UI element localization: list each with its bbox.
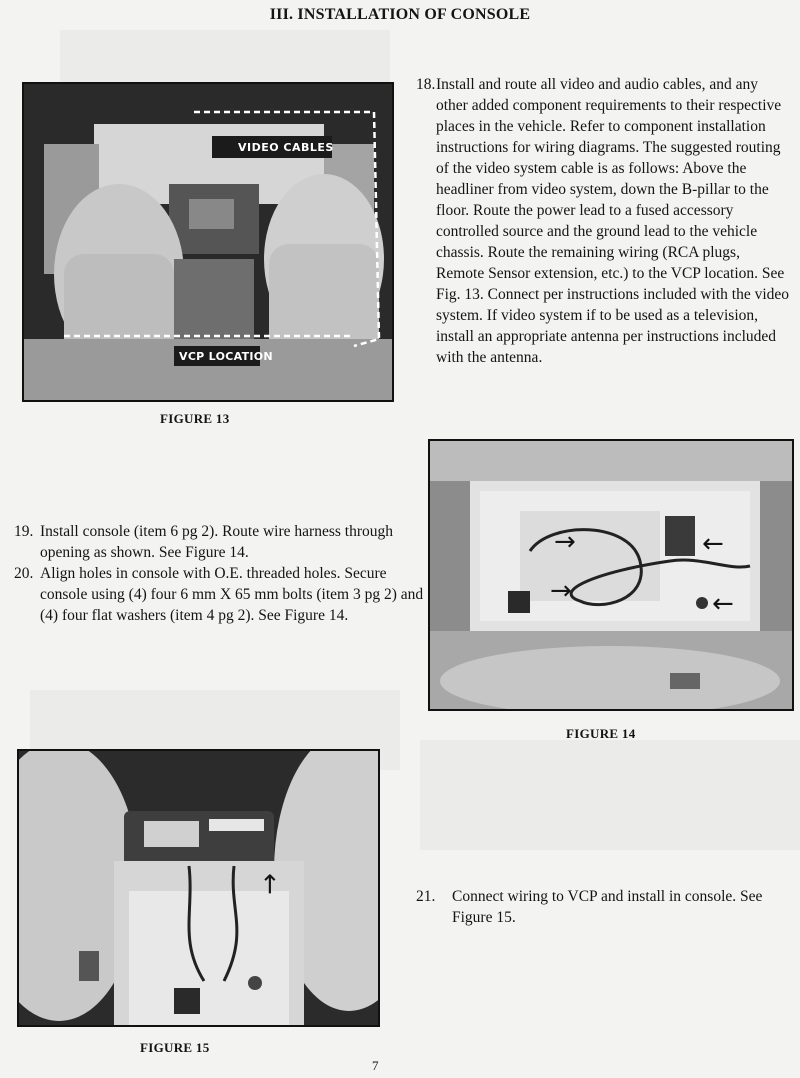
step-18 <box>416 74 792 368</box>
arrow-icon: ← <box>712 589 734 619</box>
step-number: 20. <box>14 565 34 582</box>
step-19 <box>14 521 424 563</box>
step-number: 19. <box>14 523 34 540</box>
step-text: Align holes in console with O.E. threaded holes. Secure console using (4) four 6 mm X 65 mm bolts (item 3 pg 2) and (4) four flat washers (item 4 pg 2). See Figure 14. <box>40 565 424 624</box>
figure-15-caption: FIGURE 15 <box>140 1040 210 1055</box>
step-text: Install and route all video and audio cables, and any other added component requirements to their respective places in the vehicle. Refer to component installation instructions for wiring diagrams. The suggested routing of the video system cable is as follows: Above the headliner from video system, down the B-pillar to the floor. Route the power lead to a fused accessory controlled source and the ground lead to the vehicle chassis. Route the remaining wiring (RCA plugs, Remote Sensor extension, etc.) to the VCP location. See Fig. 13. Connect per instructions included with the video system. If video system if to be used as a television, install an appropriate antenna per instructions included with the antenna. <box>436 76 790 366</box>
arrow-icon: ← <box>702 529 724 559</box>
figure-13-photo <box>22 82 394 402</box>
figure-14-photo <box>428 439 794 711</box>
step-21 <box>416 886 792 928</box>
arrow-icon: → <box>550 576 572 606</box>
arrow-icon: → <box>554 527 576 557</box>
figure-15-photo <box>17 749 380 1027</box>
vcp-location-label: VCP LOCATION <box>179 350 273 363</box>
step-text: Install console (item 6 pg 2). Route wire harness through opening as shown. See Figure 14. <box>40 523 393 561</box>
step-number: 18. <box>416 76 436 93</box>
arrow-icon: ↖ <box>251 865 289 903</box>
bleed-through-block <box>420 740 800 850</box>
step-text: Connect wiring to VCP and install in console. See Figure 15. <box>452 888 763 926</box>
figure-14-caption: FIGURE 14 <box>566 726 636 741</box>
video-cables-label: VIDEO CABLES <box>238 141 334 154</box>
page-number: 7 <box>372 1058 379 1073</box>
step-20 <box>14 563 424 626</box>
figure-13-caption: FIGURE 13 <box>160 411 230 426</box>
step-number: 21. <box>416 888 436 905</box>
section-title: III. INSTALLATION OF CONSOLE <box>269 6 531 23</box>
